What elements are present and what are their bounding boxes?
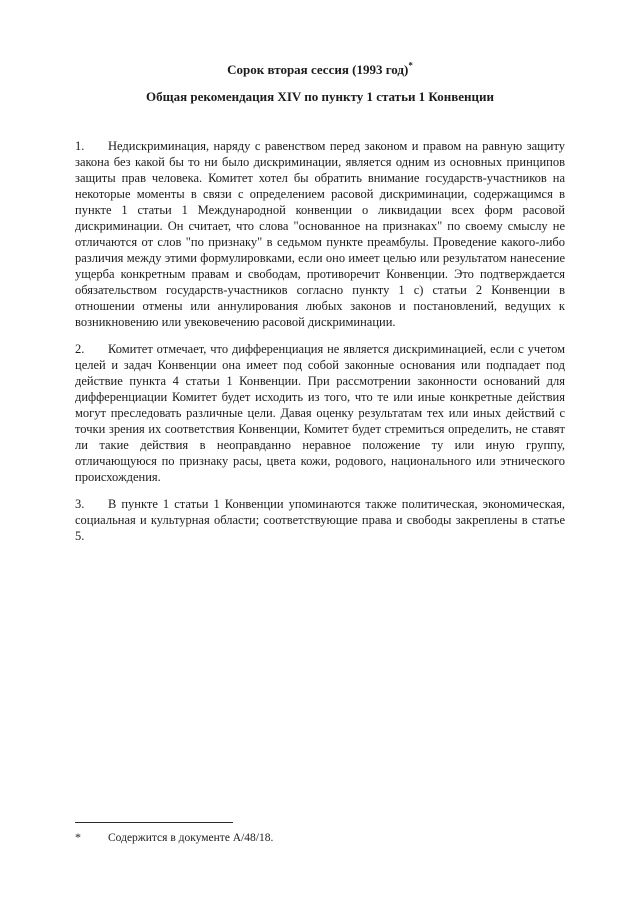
doc-subtitle: Общая рекомендация XIV по пункту 1 статьи 1 Конвенции — [146, 89, 494, 104]
document-header — [0, 0, 640, 105]
doc-title-text: Сорок вторая сессия (1993 год) — [227, 62, 409, 77]
paragraph-1-number: 1. — [75, 139, 85, 153]
doc-title — [0, 62, 640, 78]
footnote-marker: * — [75, 830, 81, 844]
document-body — [75, 138, 565, 544]
paragraph-1-text: Недискриминация, наряду с равенством перед законом и правом на равную защиту закона без какой бы то ни было дискриминации, является одним из основных принципов защиты прав человека. Комитет хотел бы обратить внимание государств-участников на некоторые моменты в связи с определением расовой дискриминации, содержащимся в пункте 1 статьи 1 Международной конвенции о ликвидации всех форм расовой дискриминации. Он считает, что слова "основанное на признаках" по своему смыслу не отличаются от слов "по признаку" в седьмом пункте преамбулы. Проведение какого-либо различия между этими формулировками, если оно имеет целью или результатом нанесение ущерба конкретным правам и свободам, противоречит Конвенции. Это подтверждается обязательством государств-участников согласно пункту 1 с) статьи 2 Конвенции в отношении отмены или аннулирования любых законов и постановлений, ведущих к возникновению или увековечению расовой дискриминации. — [75, 139, 565, 329]
footnote-line — [75, 830, 565, 845]
paragraph-3-text: В пункте 1 статьи 1 Конвенции упоминаются также политическая, экономическая, социальная и культурная области; соответствующие права и свободы закреплены в статье 5. — [75, 497, 565, 543]
footnote-text: Содержится в документе A/48/18. — [108, 832, 274, 844]
paragraph-2-text: Комитет отмечает, что дифференциация не является дискриминацией, если с учетом целей и задач Конвенции она имеет под собой законные основания или подпадает под действие пункта 4 статьи 1 Конвенции. При рассмотрении законности оснований для дифференциации Комитет будет исходить из того, что те или иные конкретные действия могут преследовать различные цели. Давая оценку результатам тех или иных действий с точки зрения их соответствия Конвенции, Комитет будет стремиться определить, не ставят ли такие действия в неоправданно неравное положение ту или иную группу, отличающуюся по признаку расы, цвета кожи, родового, национального или этнического происхождения. — [75, 342, 565, 484]
title-footnote-marker: * — [408, 60, 413, 71]
footnote-separator — [75, 822, 233, 823]
paragraph-2 — [75, 341, 565, 485]
paragraph-3 — [75, 496, 565, 544]
footnote — [75, 822, 565, 845]
paragraph-1 — [75, 138, 565, 330]
paragraph-2-number: 2. — [75, 342, 85, 356]
paragraph-3-number: 3. — [75, 497, 85, 511]
